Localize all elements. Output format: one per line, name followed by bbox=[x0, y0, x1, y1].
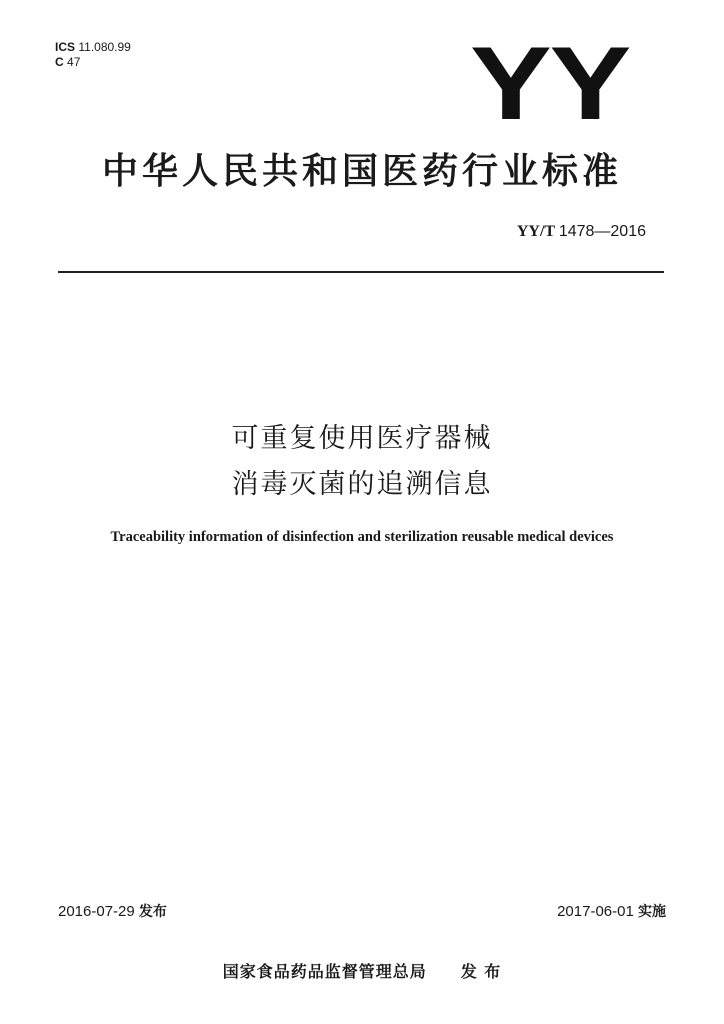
standard-code-prefix: YY/T bbox=[516, 223, 555, 240]
standard-title: 中华人民共和国医药行业标准 bbox=[101, 151, 622, 192]
document-title bbox=[0, 416, 724, 508]
publisher-line bbox=[0, 961, 724, 983]
header-divider bbox=[58, 271, 664, 273]
publisher-name: 国家食品药品监督管理总局 bbox=[222, 962, 427, 981]
yy-logo: YY bbox=[470, 26, 629, 142]
implement-date: 2017-06-01 bbox=[557, 903, 634, 920]
document-title-line1: 可重复使用医疗器械 bbox=[231, 423, 493, 454]
ics-code: 11.080.99 bbox=[78, 40, 131, 54]
document-title-line2: 消毒灭菌的追溯信息 bbox=[231, 469, 493, 500]
standard-code bbox=[517, 222, 646, 242]
ccs-code: 47 bbox=[67, 55, 81, 69]
publish-date-block bbox=[58, 902, 167, 922]
ccs-line bbox=[55, 55, 131, 70]
ics-label: ICS bbox=[55, 40, 76, 54]
english-title: Traceability information of disinfection and sterilization reusable medical devices bbox=[110, 529, 614, 545]
implement-label: 实施 bbox=[638, 904, 666, 920]
standard-code-number: 1478—2016 bbox=[558, 223, 646, 240]
ccs-label: C bbox=[55, 55, 64, 69]
publish-date: 2016-07-29 bbox=[58, 903, 135, 920]
ics-line bbox=[55, 40, 131, 55]
implement-date-block bbox=[557, 902, 666, 922]
publish-label: 发布 bbox=[138, 904, 167, 920]
classification-codes bbox=[55, 40, 131, 70]
publisher-action: 发 布 bbox=[460, 962, 502, 981]
